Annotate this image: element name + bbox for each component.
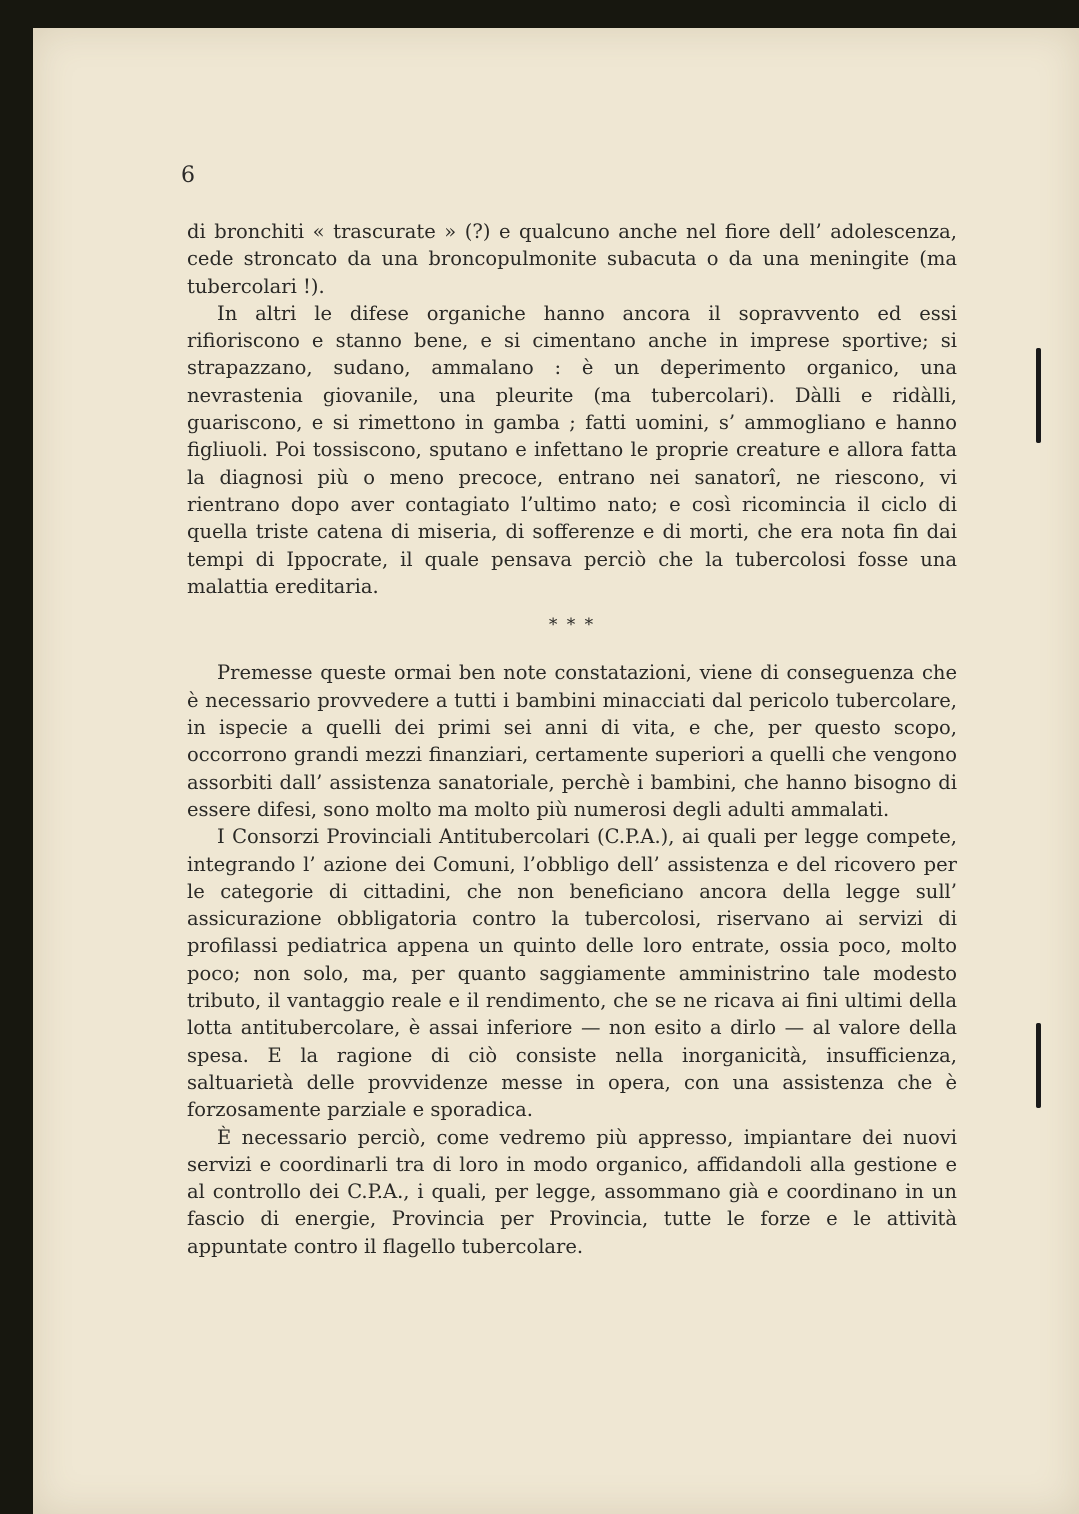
binding-staple-mark	[1036, 348, 1041, 443]
page-number: 6	[181, 163, 195, 188]
body-text	[187, 218, 957, 1260]
paragraph: Premesse queste ormai ben note constatazioni, viene di conseguenza che è necessario provvedere a tutti i bambini minacciati dal pericolo tubercolare, in ispecie a quelli dei primi sei anni di vita, e che, per questo scopo, occorrono grandi mezzi finanziari, certamente superiori a quelli che vengono assorbiti dall’ assistenza sanatoriale, perchè i bambini, che hanno bisogno di essere difesi, sono molto ma molto più numerosi degli adulti ammalati.	[187, 661, 957, 821]
section-separator: * * *	[548, 615, 596, 636]
document-page	[33, 28, 1079, 1514]
paragraph: I Consorzi Provinciali Antitubercolari (C.P.A.), ai quali per legge compete, integrando l’ azione dei Comuni, l’obbligo dell’ assistenza e del ricovero per le categorie di cittadini, che non beneficiano ancora della legge sull’ assicurazione obbligatoria contro la tubercolosi, riservano ai servizi di profilassi pediatrica appena un quinto delle loro entrate, ossia poco, molto poco; non solo, ma, per quanto saggiamente amministrino tale modesto tributo, il vantaggio reale e il rendimento, che se ne ricava ai fini ultimi della lotta antitubercolare, è assai inferiore — non esito a dirlo — al valore della spesa. E la ragione di ciò consiste nella inorganicità, insufficienza, saltuarietà delle provvidenze messe in opera, con una assistenza che è forzosamente parziale e sporadica.	[187, 825, 957, 1122]
paragraph: In altri le difese organiche hanno ancora il sopravvento ed essi rifioriscono e stanno bene, e si cimentano anche in imprese sportive; si strapazzano, sudano, ammalano : è un deperimento organico, una nevrastenia giovanile, una pleurite (ma tubercolari). Dàlli e ridàlli, guariscono, e si rimettono in gamba ; fatti uomini, s’ ammogliano e hanno figliuoli. Poi tossiscono, sputano e infettano le proprie creature e allora fatta la diagnosi più o meno precoce, entrano nei sanatorî, ne riescono, vi rientrano dopo aver contagiato l’ultimo nato; e così ricomincia il ciclo di quella triste catena di miseria, di sofferenze e di morti, che era nota fin dai tempi di Ippocrate, il quale pensava perciò che la tubercolosi fosse una malattia ereditaria.	[187, 301, 957, 598]
binding-staple-mark	[1036, 1023, 1041, 1108]
paragraph: È necessario perciò, come vedremo più appresso, impiantare dei nuovi servizi e coordinarli tra di loro in modo organico, affidandoli alla gestione e al controllo dei C.P.A., i quali, per legge, assommano già e coordinano in un fascio di energie, Provincia per Provincia, tutte le forze e le attività appuntate contro il flagello tubercolare.	[187, 1125, 957, 1258]
paragraph: di bronchiti « trascurate » (?) e qualcuno anche nel fiore dell’ adolescenza, cede stroncato da una broncopulmonite subacuta o da una meningite (ma tubercolari !).	[187, 220, 957, 298]
